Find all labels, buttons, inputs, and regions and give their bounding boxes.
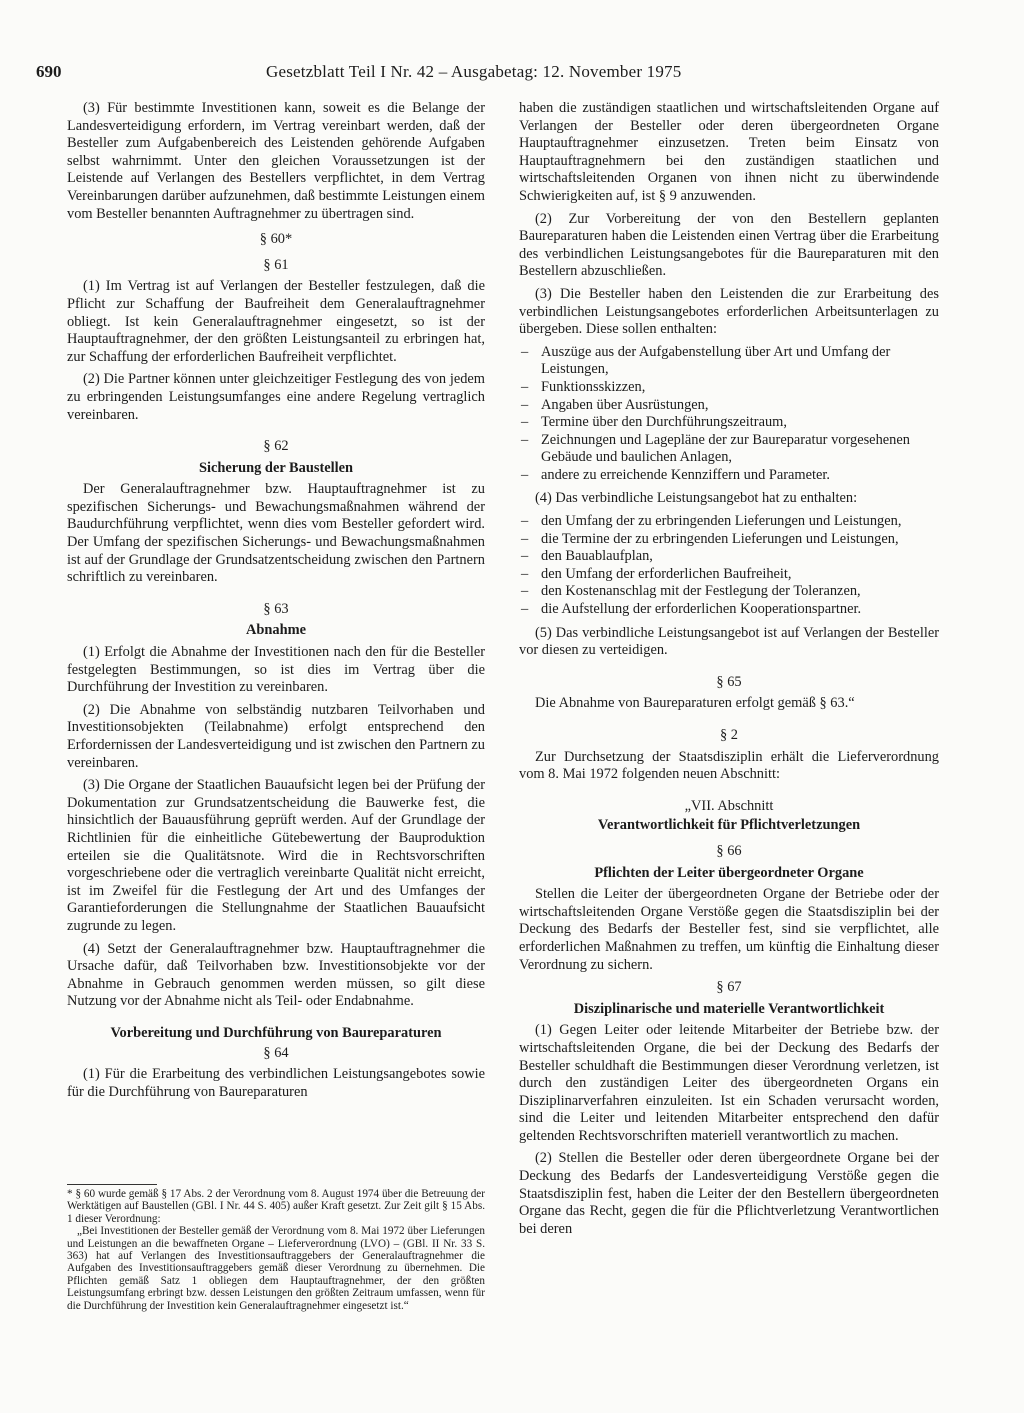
right-column — [519, 100, 939, 1243]
left-column — [67, 100, 485, 1106]
footnotes — [67, 1188, 485, 1312]
list-item: – Termine über den Durchführungszeitraum, — [519, 414, 939, 432]
list-item: – den Umfang der erforderlichen Baufreiheit, — [519, 566, 939, 584]
list-item: – andere zu erreichende Kennziffern und Parameter. — [519, 467, 939, 485]
footnote-divider — [67, 1184, 157, 1185]
paragraph: (3) Die Besteller haben den Leistenden die zur Erarbeitung des verbindlichen Leistungsangebotes erforderlichen Arbeitsunterlagen zu übergeben. Diese sollen enthalten: — [519, 285, 939, 338]
list-item: – Funktionsskizzen, — [519, 379, 939, 397]
chapter-heading: „VII. Abschnitt — [684, 797, 774, 814]
section-number: § 67 — [716, 979, 742, 996]
requirements-list — [519, 344, 939, 485]
footnote-quote: „Bei Investitionen der Besteller gemäß der Verordnung vom 8. Mai 1972 über Lieferungen und Leistungen an die bewaffneten Organe – Lieferverordnung (LVO) – (GBl. II Nr. 33 S. 363) hat auf Verlangen des Investitionsauftraggebers der Generalauftragnehmer die Aufgaben des Investitionsauftraggebers gemäß dieser Verordnung zu übernehmen. Die Pflichten gemäß Satz 1 obliegen dem Hauptauftragnehmer, der den größten Leistungsumfang erbringt bzw. dessen Leistungen den größten Zeitraum umfassen, wenn für die Durchführung der Investition kein Generalauftragnehmer eingesetzt ist.“ — [67, 1225, 485, 1312]
paragraph: (3) Die Organe der Staatlichen Bauaufsicht legen bei der Prüfung der Dokumentation zur Grundsatzentscheidung die Bauwerke fest, die hinsichtlich der Bauausführung geprüft werden. Auf der Grundlage der Richtlinien für die einheitliche Gütebewertung der Bauproduktion erteilen sie die Qualitätsnote. Wird die in Rechtsvorschriften vorgeschriebene oder die vertraglich vereinbarte Qualität nicht erreicht, ist im Zweifel für die Festlegung der Art und des Umfanges der Garantieforderungen die Stellungnahme der Staatlichen Bauaufsicht zugrunde zu legen. — [67, 777, 485, 934]
paragraph: (4) Setzt der Generalauftragnehmer bzw. Hauptauftragnehmer die Ursache dafür, daß Teilvorhaben bzw. Investitionsobjekte vor der Abnahme in Gebrauch genommen werden müssen, so gilt diese Nutzung vor der Abnahme nicht als Teil- oder Endabnahme. — [67, 940, 485, 1010]
list-item: – den Bauablaufplan, — [519, 548, 939, 566]
list-item: – Zeichnungen und Lagepläne der zur Baureparatur vorgesehenen Gebäude und baulichen Anlagen, — [519, 432, 939, 467]
section-number: § 66 — [716, 842, 742, 859]
paragraph: (1) Für die Erarbeitung des verbindlichen Leistungsangebotes sowie für die Durchführung von Baureparaturen — [67, 1066, 485, 1100]
section-number: § 60* — [259, 231, 293, 248]
list-item: – Auszüge aus der Aufgabenstellung über Art und Umfang der Leistungen, — [519, 344, 939, 379]
paragraph: (1) Erfolgt die Abnahme der Investitionen nach den für die Besteller festgelegten Bestimmungen, so ist dies im Vertrag über die Durchführung der Investition zu vereinbaren. — [67, 644, 485, 696]
paragraph: (5) Das verbindliche Leistungsangebot ist auf Verlangen der Besteller vor diesen zu verteidigen. — [519, 624, 939, 659]
footnote: * § 60 wurde gemäß § 17 Abs. 2 der Verordnung vom 8. August 1974 über die Betreuung der Werktätigen auf Baustellen (GBl. I Nr. 44 S. 405) außer Kraft gesetzt. Zur Zeit gilt § 15 Abs. 1 dieser Verordnung: — [67, 1188, 485, 1225]
section-title: Abnahme — [246, 622, 306, 639]
paragraph: Zur Durchsetzung der Staatsdisziplin erhält die Lieferverordnung vom 8. Mai 1972 folgenden neuen Abschnitt: — [519, 748, 939, 783]
section-number: § 62 — [263, 438, 289, 455]
section-number: § 65 — [716, 673, 742, 690]
section-number: § 63 — [263, 600, 289, 617]
paragraph: (1) Im Vertrag ist auf Verlangen der Besteller festzulegen, daß die Pflicht zur Schaffung der Baufreiheit dem Generalauftragnehmer obliegt. Ist kein Generalauftragnehmer eingesetzt, so ist der Hauptauftragnehmer, der den größten Leistungsanteil zu erbringen hat, zur Schaffung der erforderlichen Baufreiheit verpflichtet. — [67, 278, 485, 365]
paragraph: (3) Für bestimmte Investitionen kann, soweit es die Belange der Landesverteidigung erfordern, im Vertrag vereinbart werden, daß der Besteller zum Aufgabenbereich des Leistenden gehörende Aufgaben selbst wahrnimmt. Unter den gleichen Voraussetzungen ist der Leistende auf Verlangen des Bestellers verpflichtet, in dem Vertrag Vereinbarungen darüber aufzunehmen, daß bestimmte Leistungen einem vom Besteller benannten Auftragnehmer zu übertragen sind. — [67, 100, 485, 222]
page-header — [36, 62, 984, 88]
paragraph: Der Generalauftragnehmer bzw. Hauptauftragnehmer ist zu spezifischen Sicherungs- und Bewachungsmaßnahmen während der Baudurchführung verpflichtet, wenn dies vom Besteller gefordert wird. Der Umfang der spezifischen Sicherungs- und Bewachungsmaßnahmen ist auf der Grundlage der Grundsatzentscheidung zwischen den Partnern schriftlich zu vereinbaren. — [67, 481, 485, 586]
section-title: Sicherung der Baustellen — [198, 459, 354, 476]
section-title: Disziplinarische und materielle Verantwortlichkeit — [573, 1000, 885, 1017]
section-number: § 2 — [720, 727, 738, 743]
paragraph: (2) Die Partner können unter gleichzeitiger Festlegung des von jedem zu erbringenden Leistungsumfanges eine andere Regelung vertraglich vereinbaren. — [67, 371, 485, 423]
paragraph: (4) Das verbindliche Leistungsangebot hat zu enthalten: — [535, 490, 858, 507]
list-item: – den Umfang der zu erbringenden Lieferungen und Leistungen, — [519, 513, 939, 531]
section-number: § 61 — [263, 256, 289, 273]
paragraph: (1) Gegen Leiter oder leitende Mitarbeiter der Betriebe bzw. der wirtschaftsleitenden Organe, die bei der Deckung des Bedarfs der Besteller schuldhaft die Bestimmungen dieser Verordnung verletzen, ist durch den zuständigen Leiter des übergeordneten Organs ein Disziplinarverfahren einzuleiten. Ist ein Schaden verursacht worden, sind die Leiter und leitenden Mitarbeiter entsprechend den dafür geltenden Rechtsvorschriften materiell verantwortlich zu machen. — [519, 1022, 939, 1144]
paragraph: Stellen die Leiter der übergeordneten Organe der Betriebe oder der wirtschaftsleitenden Organe Verstöße gegen die Staatsdisziplin bei der Deckung des Bedarfs der Besteller fest, sind sie verpflichtet, alle erforderlichen Maßnahmen zu treffen, um künftig die Einhaltung dieser Verordnung zu sichern. — [519, 886, 939, 973]
page-number: 690 — [36, 62, 62, 81]
list-item: – Angaben über Ausrüstungen, — [519, 397, 939, 415]
list-item: – die Aufstellung der erforderlichen Kooperationspartner. — [519, 601, 939, 619]
paragraph: haben die zuständigen staatlichen und wirtschaftsleitenden Organe auf Verlangen der Besteller oder deren übergeordneten Organe Hauptauftragnehmer einzusetzen. Treten beim Einsatz von Hauptauftragnehmern bei den zuständigen staatlichen und wirtschaftsleitenden Organen von ihnen nicht zu überwindende Schwierigkeiten auf, ist § 9 anzuwenden. — [519, 100, 939, 204]
section-number: § 64 — [263, 1044, 289, 1061]
chapter-title: Verantwortlichkeit für Pflichtverletzungen — [597, 817, 861, 834]
paragraph: Die Abnahme von Baureparaturen erfolgt gemäß § 63.“ — [535, 695, 855, 712]
list-item: – die Termine der zu erbringenden Lieferungen und Leistungen, — [519, 531, 939, 549]
running-title: Gesetzblatt Teil I Nr. 42 – Ausgabetag: 12. November 1975 — [266, 62, 682, 81]
paragraph: (2) Stellen die Besteller oder deren übergeordnete Organe bei der Deckung des Bedarfs der Landesverteidigung Verstöße gegen die Staatsdisziplin fest, haben die Leiter der den Bestellern übergeordneten Organe das Recht, gegen die für die Pflichtverletzung Verantwortlichen bei deren — [519, 1150, 939, 1237]
section-title: Pflichten der Leiter übergeordneter Organe — [594, 864, 864, 881]
list-item: – den Kostenanschlag mit der Festlegung der Toleranzen, — [519, 583, 939, 601]
subheading: Vorbereitung und Durchführung von Baureparaturen — [110, 1024, 442, 1041]
paragraph: (2) Zur Vorbereitung der von den Bestellern geplanten Baureparaturen haben die Leistenden einen Vertrag über die Erarbeitung des verbindlichen Leistungsangebotes für die Baureparaturen mit den Bestellern abzuschließen. — [519, 210, 939, 280]
paragraph: (2) Die Abnahme von selbständig nutzbaren Teilvorhaben und Investitionsobjekten (Teilabnahme) erfolgt entsprechend den Erfordernissen der Landesverteidigung und ist zwischen den Partnern zu vereinbaren. — [67, 701, 485, 771]
offer-contents-list — [519, 513, 939, 619]
